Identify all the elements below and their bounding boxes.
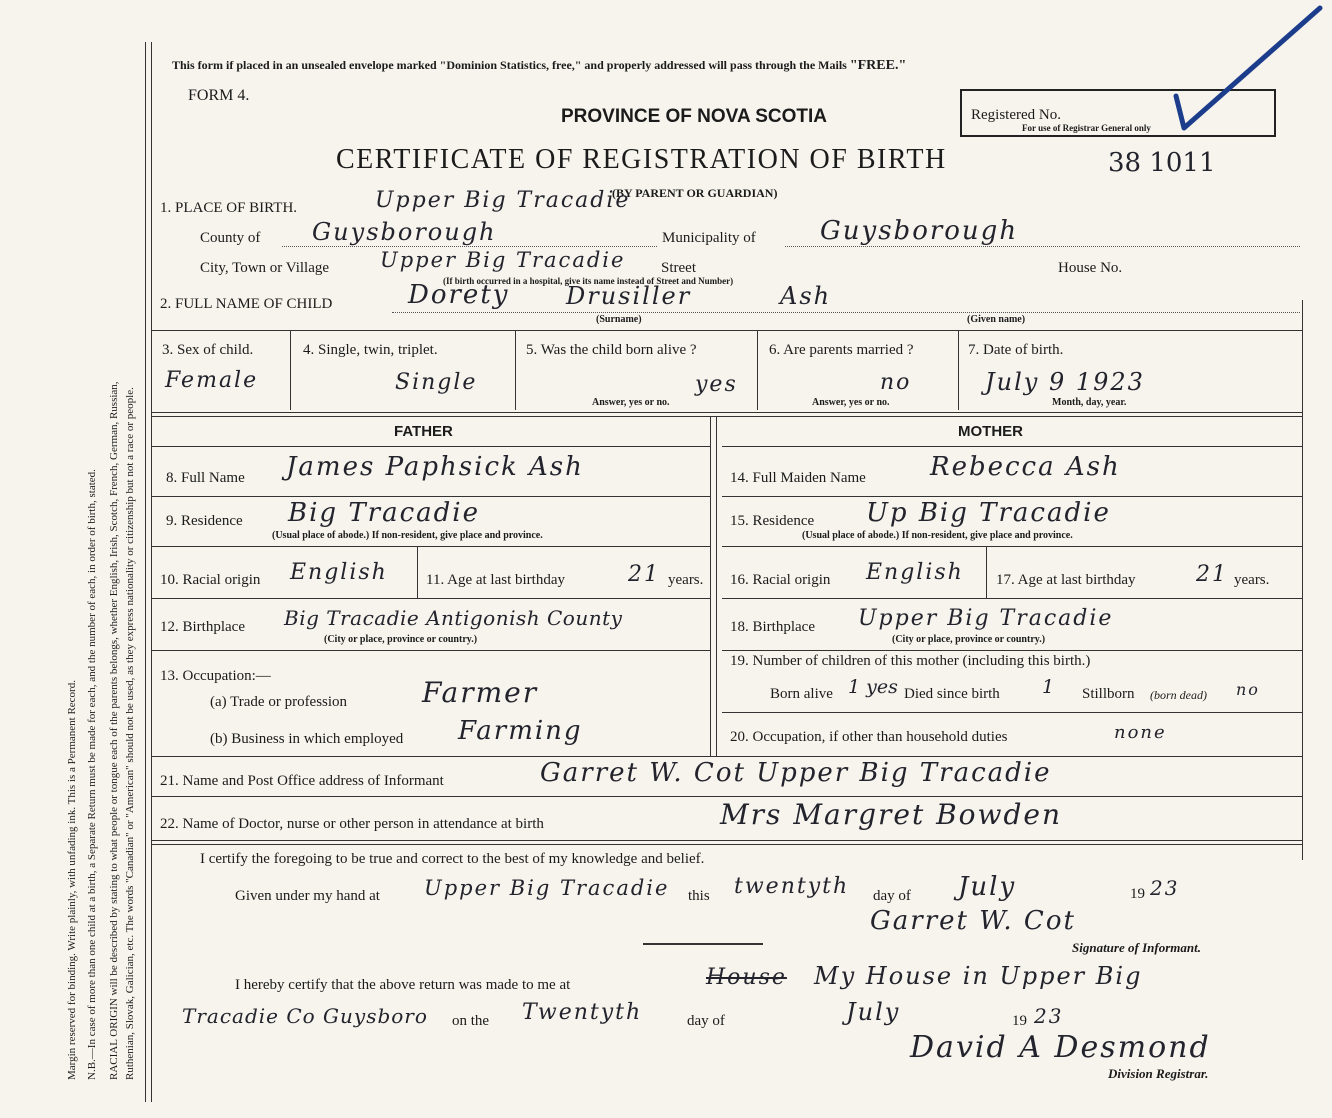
born-alive-count-label: Born alive [770, 686, 833, 702]
city-value: Upper Big Tracadie [380, 248, 626, 272]
mother-maiden-value: Rebecca Ash [930, 452, 1121, 482]
form-number: FORM 4. [188, 87, 250, 104]
given-day-value: twentyth [734, 874, 850, 899]
certification-top-line [152, 840, 1302, 841]
parents-center-divider-b [716, 416, 717, 756]
signature-separator [643, 943, 763, 945]
father-birthplace-label: 12. Birthplace [160, 619, 245, 635]
on-month-value: July [846, 998, 901, 1026]
check-mark-icon [1170, 0, 1330, 140]
mother-residence-label: 15. Residence [730, 513, 815, 529]
father-row9-line [152, 546, 710, 547]
doctor-value: Mrs Margret Bowden [720, 798, 1063, 831]
date-of-birth-value: July 9 1923 [985, 368, 1145, 396]
registrar-signature: David A Desmond [910, 1030, 1211, 1065]
mother-residence-caption: (Usual place of abode.) If non-resident, give place and province. [802, 530, 1073, 541]
place-of-birth-value: Upper Big Tracadie [375, 188, 631, 213]
father-row10-divider [417, 546, 418, 598]
father-birthplace-value: Big Tracadie Antigonish County [284, 606, 623, 630]
given-under-label: Given under my hand at [235, 888, 380, 904]
stillborn-label: Stillborn [1082, 686, 1135, 702]
given-year-value: 23 [1150, 876, 1180, 900]
father-row8-line [152, 496, 710, 497]
mother-heading: MOTHER [958, 423, 1023, 440]
mother-birthplace-value: Upper Big Tracadie [858, 606, 1114, 631]
father-trade-value: Farmer [422, 676, 539, 709]
on-year-value: 23 [1034, 1004, 1064, 1028]
full-name-line [392, 312, 1300, 313]
mother-racial-label: 16. Racial origin [730, 572, 831, 588]
mother-row16-line [722, 598, 1302, 599]
registration-number: 38 1011 [1108, 148, 1216, 178]
mother-row15-line [722, 546, 1302, 547]
mother-row18-line [722, 650, 1302, 651]
certify-statement: I certify the foregoing to be true and correct to the best of my knowledge and belief. [200, 851, 705, 867]
mail-notice [172, 58, 906, 74]
made-at-value-continued: Tracadie Co Guysboro [182, 1004, 428, 1028]
municipality-value: Guysborough [820, 216, 1019, 246]
mother-age-value: 21 [1196, 562, 1228, 587]
father-residence-label: 9. Residence [166, 513, 243, 529]
informant-signature: Garret W. Cot [870, 906, 1076, 936]
margin-note-nationality: Ruthenian, Slovak, Galician, etc. The words "Canadian" or "American" should not be used, as they express nationality or citizenship but not a race or people. [124, 387, 136, 1080]
parents-married-label: 6. Are parents married ? [769, 342, 914, 358]
date-of-birth-label: 7. Date of birth. [968, 342, 1064, 358]
sex-value: Female [165, 368, 259, 393]
mother-residence-value: Up Big Tracadie [866, 498, 1111, 528]
province-title: PROVINCE OF NOVA SCOTIA [561, 106, 828, 127]
parents-top-line-2 [152, 416, 1302, 417]
city-label: City, Town or Village [200, 260, 330, 276]
given-month-value: July [958, 872, 1017, 902]
informant-label: 21. Name and Post Office address of Informant [160, 773, 444, 789]
mother-birthplace-caption: (City or place, province or country.) [892, 634, 1046, 645]
given-year-prefix: 19 [1130, 886, 1145, 902]
mother-racial-value: English [866, 560, 964, 585]
margin-note-racial-origin: RACIAL ORIGIN will be described by stating to what people or tongue each of the parents belongs, whether English, Irish, Scotch, French, German, Russian, [108, 381, 120, 1080]
date-of-birth-caption: Month, day, year. [1052, 397, 1127, 408]
died-since-label: Died since birth [904, 686, 1000, 702]
hereby-certify-label: I hereby certify that the above return was made to me at [235, 977, 571, 993]
born-alive-value: yes [695, 372, 738, 397]
margin-note-multiple-births: N.B.—In case of more than one child at a birth, a Separate Return must be made for each, and the number of each, in order of birth, stated. [86, 469, 98, 1080]
occupation-label: 13. Occupation:— [160, 668, 271, 684]
right-border [1302, 300, 1303, 860]
row3-divider-3 [757, 330, 758, 410]
street-label: Street [661, 260, 696, 276]
father-age-label: 11. Age at last birthday [426, 572, 565, 588]
sex-label: 3. Sex of child. [162, 342, 254, 358]
mother-age-years: years. [1234, 572, 1270, 588]
child-given-name: Ash [780, 282, 832, 310]
born-alive-caption: Answer, yes or no. [592, 397, 670, 408]
trade-label: (a) Trade or profession [210, 694, 348, 710]
place-of-birth-label: 1. PLACE OF BIRTH. [160, 200, 298, 216]
child-middle-name: Drusiller [566, 282, 692, 310]
father-racial-value: English [290, 560, 388, 585]
parents-top-line [152, 412, 1302, 413]
certificate-title: CERTIFICATE OF REGISTRATION OF BIRTH [336, 144, 947, 175]
single-twin-value: Single [395, 370, 478, 395]
father-row12-line [152, 650, 710, 651]
father-birthplace-caption: (City or place, province or country.) [324, 634, 478, 645]
father-name-label: 8. Full Name [166, 470, 245, 486]
house-number-label: House No. [1058, 260, 1123, 276]
doctor-top-line [152, 796, 1302, 797]
father-heading: FATHER [394, 423, 453, 440]
county-label: County of [200, 230, 261, 246]
row3-divider-1 [290, 330, 291, 410]
municipality-line [785, 246, 1300, 247]
born-alive-count-value: 1 yes [848, 676, 898, 698]
mother-occupation-value: none [1114, 722, 1167, 743]
mail-notice-free: "FREE." [849, 58, 907, 73]
father-heading-line [152, 446, 710, 447]
mother-occupation-label: 20. Occupation, if other than household duties [730, 729, 1008, 745]
children-count-label: 19. Number of children of this mother (including this birth.) [730, 653, 1091, 669]
made-at-value: My House in Upper Big [814, 962, 1143, 990]
doctor-label: 22. Name of Doctor, nurse or other person in attendance at birth [160, 816, 544, 832]
parents-married-caption: Answer, yes or no. [812, 397, 890, 408]
father-age-years: years. [668, 572, 704, 588]
on-the-label: on the [452, 1013, 490, 1029]
mother-heading-line [722, 446, 1302, 447]
mother-age-label: 17. Age at last birthday [996, 572, 1136, 588]
county-value: Guysborough [312, 218, 497, 246]
surname-caption: (Surname) [596, 314, 642, 325]
on-day-of-label: day of [687, 1013, 725, 1029]
given-name-caption: (Given name) [967, 314, 1026, 325]
municipality-label: Municipality of [662, 230, 756, 246]
mail-notice-text: This form if placed in an unsealed envelope marked "Dominion Statistics, free," and properly addressed will pass through the Mails [172, 58, 847, 72]
full-name-label: 2. FULL NAME OF CHILD [160, 296, 333, 312]
given-at-value: Upper Big Tracadie [424, 876, 670, 900]
born-alive-label: 5. Was the child born alive ? [526, 342, 697, 358]
row3-divider-2 [515, 330, 516, 410]
mother-birthplace-label: 18. Birthplace [730, 619, 815, 635]
mother-row14-line [722, 496, 1302, 497]
margin-note-binding: Margin reserved for binding. Write plainly, with unfading ink. This is a Permanent Record. [66, 680, 78, 1080]
born-dead-label: (born dead) [1150, 688, 1207, 702]
informant-top-line [152, 756, 1302, 757]
father-residence-caption: (Usual place of abode.) If non-resident, give place and province. [272, 530, 543, 541]
father-business-value: Farming [458, 716, 583, 746]
mother-row16-divider [986, 546, 987, 598]
on-day-value: Twentyth [522, 1000, 643, 1025]
father-name-value: James Paphsick Ash [286, 452, 584, 482]
certification-top-line-2 [152, 844, 1302, 845]
county-line [282, 246, 657, 247]
registered-note: For use of Registrar General only [1022, 123, 1151, 133]
certificate-subtitle: (BY PARENT OR GUARDIAN) [612, 186, 778, 200]
informant-value: Garret W. Cot Upper Big Tracadie [540, 758, 1052, 788]
on-year-prefix: 19 [1012, 1013, 1027, 1029]
informant-signature-caption: Signature of Informant. [1072, 940, 1201, 955]
given-this-label: this [688, 888, 710, 904]
hospital-note: (If birth occurred in a hospital, give its name instead of Street and Number) [443, 276, 734, 286]
died-since-value: 1 [1042, 676, 1057, 698]
father-age-value: 21 [628, 562, 660, 587]
made-at-struck: House [706, 965, 787, 990]
mother-maiden-label: 14. Full Maiden Name [730, 470, 866, 486]
left-border-outer [145, 42, 146, 1102]
row3-top-line [152, 330, 1302, 331]
given-day-of-label: day of [873, 888, 911, 904]
registered-label: Registered No. [971, 107, 1061, 123]
child-surname: Dorety [408, 280, 510, 310]
father-row10-line [152, 598, 710, 599]
parents-center-divider-a [710, 416, 711, 756]
father-racial-label: 10. Racial origin [160, 572, 261, 588]
row3-divider-4 [958, 330, 959, 410]
stillborn-value: no [1236, 680, 1260, 699]
division-registrar-caption: Division Registrar. [1108, 1066, 1209, 1081]
business-label: (b) Business in which employed [210, 731, 404, 747]
father-residence-value: Big Tracadie [288, 498, 481, 528]
single-twin-label: 4. Single, twin, triplet. [303, 342, 438, 358]
mother-row19-line [722, 712, 1302, 713]
parents-married-value: no [880, 370, 912, 395]
left-border-inner [151, 42, 152, 1102]
